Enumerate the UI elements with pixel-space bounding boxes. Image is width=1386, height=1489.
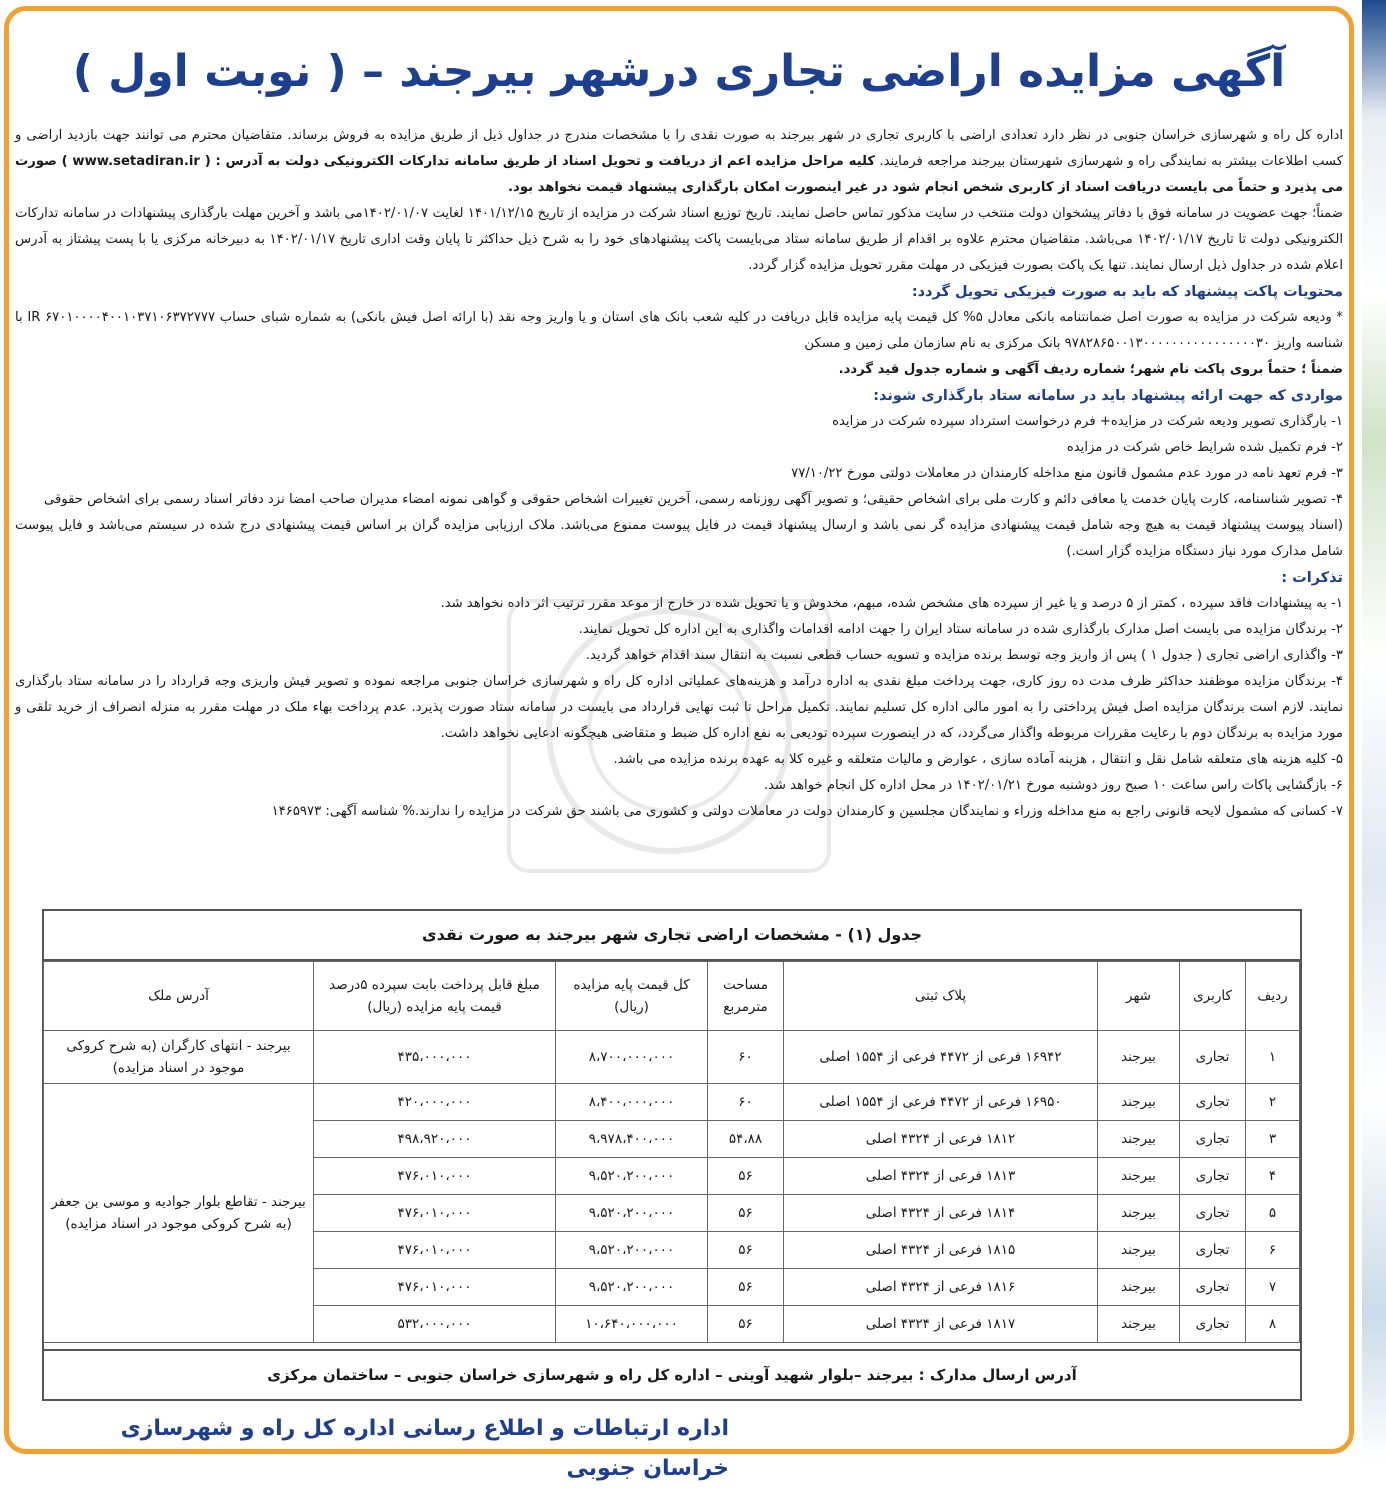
land-table: [43, 961, 1300, 1343]
deposit-text: * ودیعه شرکت در مزایده به صورت اصل ضمانتنامه بانکی معادل ۵% کل قیمت پایه مزایده قابل دریافت در کلیه شعب بانک های استان و یا واریز وجه نقد (با ارائه اصل فیش بانکی) به شماره شبای حساب IR ۶۷۰۱۰۰۰۰۴۰۰۱۰۳۷۱۰۶۳۷۲۷۷۷ با شناسه واریز ۹۷۸۲۸۶۵۰۰۱۳۰۰۰۰۰۰۰۰۰۰۰۰۰۰۰۰۳۰ بانک مرکزی به نام سازمان ملی زمین و مسکن: [15, 310, 1343, 351]
cell-price: ۹،۵۲۰،۲۰۰،۰۰۰: [556, 1232, 708, 1269]
cell-use: تجاری: [1180, 1121, 1246, 1158]
cell-area: ۵۶: [708, 1195, 784, 1232]
cell-row-no: ۲: [1246, 1084, 1300, 1121]
cell-address: بیرجند - تقاطع بلوار جوادیه و موسی بن جعفر (به شرح کروکی موجود در اسناد مزایده): [44, 1084, 314, 1343]
cell-deposit: ۴۹۸،۹۲۰،۰۰۰: [314, 1121, 556, 1158]
col-header-row-no: ردیف: [1246, 962, 1300, 1031]
note-item: ۲- برندگان مزایده می بایست اصل مدارک بارگذاری شده در سامانه ستاد ایران را جهت ادامه اقدامات واگذاری به این اداره کل تحویل نمایند.: [578, 622, 1343, 637]
col-header-city: شهر: [1098, 962, 1180, 1031]
cell-price: ۱۰،۶۴۰،۰۰۰،۰۰۰: [556, 1306, 708, 1343]
note-item: ۱- به پیشنهادات فاقد سپرده ، کمتر از ۵ درصد و یا غیر از سپرده های مشخص شده، مبهم، مخدوش و یا تحویل شده در خارج از موعد مقرر ترتیب اثر داده نخواهد شد.: [440, 596, 1343, 611]
cell-city: بیرجند: [1098, 1232, 1180, 1269]
cell-use: تجاری: [1180, 1158, 1246, 1195]
cell-plate: ۱۸۱۵ فرعی از ۴۳۲۴ اصلی: [784, 1232, 1098, 1269]
side-strip: [1362, 0, 1386, 1461]
cell-use: تجاری: [1180, 1195, 1246, 1232]
cell-row-no: ۴: [1246, 1158, 1300, 1195]
cell-city: بیرجند: [1098, 1158, 1180, 1195]
cell-city: بیرجند: [1098, 1031, 1180, 1084]
cell-row-no: ۵: [1246, 1195, 1300, 1232]
cell-plate: ۱۸۱۳ فرعی از ۴۳۲۴ اصلی: [784, 1158, 1098, 1195]
cell-use: تجاری: [1180, 1269, 1246, 1306]
cell-price: ۹،۵۲۰،۲۰۰،۰۰۰: [556, 1195, 708, 1232]
cell-price: ۹،۵۲۰،۲۰۰،۰۰۰: [556, 1269, 708, 1306]
cell-row-no: ۸: [1246, 1306, 1300, 1343]
note-item: ۷- کسانی که مشمول لایحه قانونی راجع به منع مداخله وزراء و نمایندگان مجلسین و کارمندان دولت در معاملات دولتی و کشوری می باشند حق شرکت در مزایده را ندارند.% شناسه آگهی: ۱۴۶۵۹۷۳: [271, 804, 1343, 819]
cell-row-no: ۱: [1246, 1031, 1300, 1084]
cell-price: ۹،۵۲۰،۲۰۰،۰۰۰: [556, 1158, 708, 1195]
notice-body: [15, 123, 1343, 825]
upload-item: (اسناد پیوست پیشنهاد قیمت به هیچ وجه شامل قیمت پیشنهادی مزایده گر نمی باشد و ارسال پیشنهاد قیمت در فایل پیوست ممنوع می‌باشد. ملاک ارزیابی مزایده گران بر اساس قیمت پیشنهادی درج شده در سیستم می‌باشد و فایل پیوست شامل مدارک مورد نیاز دستگاه مزایده گزار است.): [15, 518, 1343, 559]
cell-price: ۹،۹۷۸،۴۰۰،۰۰۰: [556, 1121, 708, 1158]
cell-deposit: ۵۳۲،۰۰۰،۰۰۰: [314, 1306, 556, 1343]
cell-deposit: ۴۳۵،۰۰۰،۰۰۰: [314, 1031, 556, 1084]
cell-use: تجاری: [1180, 1084, 1246, 1121]
section-heading-envelope: محتویات پاکت پیشنهاد که باید به صورت فیزیکی تحویل گردد:: [911, 284, 1343, 300]
cell-deposit: ۴۲۰،۰۰۰،۰۰۰: [314, 1084, 556, 1121]
table-header-row: [44, 962, 1300, 1031]
cell-area: ۵۶: [708, 1158, 784, 1195]
cell-use: تجاری: [1180, 1031, 1246, 1084]
col-header-area: مساحت مترمربع: [708, 962, 784, 1031]
cell-city: بیرجند: [1098, 1195, 1180, 1232]
note-item: ۶- بازگشایی پاکات راس ساعت ۱۰ صبح روز دوشنبه مورخ ۱۴۰۲/۰۱/۲۱ در محل اداره کل انجام خواهد شد.: [763, 778, 1343, 793]
intro-text: اداره کل راه و شهرسازی خراسان جنوبی در نظر دارد تعدادی اراضی با کاربری تجاری در شهر بیرجند به صورت نقدی را با مشخصات مندرج در جداول ذیل از طریق مزایده به فروش برساند. متقاضیان محترم می توانند جهت بازدید اراضی و کسب اطلاعات بیشتر به نمایندگی راه و شهرسازی شهرستان بیرجند مراجعه فرمایند.: [15, 128, 1343, 169]
cell-plate: ۱۸۱۴ فرعی از ۴۳۲۴ اصلی: [784, 1195, 1098, 1232]
intro-paragraph-1: [15, 123, 1343, 201]
table-row: [44, 1031, 1300, 1084]
cell-deposit: ۴۷۶،۰۱۰،۰۰۰: [314, 1195, 556, 1232]
upload-item: ۴- تصویر شناسنامه، کارت پایان خدمت یا معافی دائم و کارت ملی برای اشخاص حقیقی؛ و تصویر آگهی روزنامه رسمی، آخرین تغییرات اشخاص حقوقی و گواهی نمونه امضاء مدیران صاحب امضا نزد دفاتر اسناد رسمی برای اشخاص حقوقی: [43, 492, 1343, 507]
cell-plate: ۱۸۱۶ فرعی از ۴۳۲۴ اصلی: [784, 1269, 1098, 1306]
table-row: [44, 1084, 1300, 1121]
footer-department: اداره ارتباطات و اطلاع رسانی اداره کل راه و شهرسازی خراسان جنوبی: [120, 1416, 729, 1481]
cell-area: ۶۰: [708, 1084, 784, 1121]
cell-deposit: ۴۷۶،۰۱۰،۰۰۰: [314, 1269, 556, 1306]
cell-city: بیرجند: [1098, 1084, 1180, 1121]
col-header-plate: پلاک ثبتی: [784, 962, 1098, 1031]
cell-row-no: ۶: [1246, 1232, 1300, 1269]
col-header-address: آدرس ملک: [44, 962, 314, 1031]
cell-plate: ۱۸۱۷ فرعی از ۴۳۲۴ اصلی: [784, 1306, 1098, 1343]
cell-price: ۸،۷۰۰،۰۰۰،۰۰۰: [556, 1031, 708, 1084]
upload-item: ۲- فرم تکمیل شده شرایط خاص شرکت در مزایده: [1066, 440, 1343, 455]
cell-row-no: ۷: [1246, 1269, 1300, 1306]
section-heading-upload: مواردی که جهت ارائه پیشنهاد باید در سامانه ستاد بارگذاری شوند:: [873, 388, 1343, 404]
page-title: آگهی مزایده اراضی تجاری درشهر بیرجند – ( نوبت اول ): [72, 46, 1286, 97]
cell-use: تجاری: [1180, 1232, 1246, 1269]
cell-plate: ۱۶۹۴۲ فرعی از ۴۴۷۲ فرعی از ۱۵۵۴ اصلی: [784, 1031, 1098, 1084]
cell-plate: ۱۶۹۵۰ فرعی از ۴۴۷۲ فرعی از ۱۵۵۴ اصلی: [784, 1084, 1098, 1121]
cell-city: بیرجند: [1098, 1121, 1180, 1158]
col-header-deposit: مبلغ قابل پرداخت بابت سپرده ۵درصد قیمت پایه مزایده (ریال): [314, 962, 556, 1031]
cell-deposit: ۴۷۶،۰۱۰،۰۰۰: [314, 1158, 556, 1195]
cell-use: تجاری: [1180, 1306, 1246, 1343]
cell-price: ۸،۴۰۰،۰۰۰،۰۰۰: [556, 1084, 708, 1121]
cell-plate: ۱۸۱۲ فرعی از ۴۳۲۴ اصلی: [784, 1121, 1098, 1158]
note-item: ۴- برندگان مزایده موظفند حداکثر ظرف مدت ده روز کاری، جهت پرداخت مبلغ نقدی به اداره درآمد و هزینه‌های عملیاتی اداره کل راه و شهرسازی خراسان جنوبی مراجعه نموده و تصویر فیش واریزی وجه قرارداد را در سامانه ستاد بارگذاری نمایند. لازم است برندگان مزایده اصل فیش پرداختی را به امور مالی اداره کل تسلیم نمایند. تکمیل مراحل تا ثبت نهایی قرارداد می بایست در سامانه ستاد صورت پذیرد. عدم پرداخت بهاء ملک در مهلت مقرر به منزله انصراف از خرید تلقی و مورد مزایده به برندگان دوم با رعایت مقررات مربوطه واگذار می‌گردد، که در اینصورت سپرده تودیعی به نفع اداره کل ضبط و متقاضی هیچگونه ادعایی نخواهد داشت.: [15, 674, 1343, 741]
upload-item: ۳- فرم تعهد نامه در مورد عدم مشمول قانون منع مداخله کارمندان در معاملات دولتی مورخ ۷۷/۱۰/۲۲: [791, 466, 1343, 481]
envelope-note: ضمناً ؛ حتماً بروی پاکت نام شهر؛ شماره ردیف آگهی و شماره جدول قید گردد.: [838, 362, 1343, 377]
cell-row-no: ۳: [1246, 1121, 1300, 1158]
cell-deposit: ۴۷۶،۰۱۰،۰۰۰: [314, 1232, 556, 1269]
table-caption: جدول (۱) - مشخصات اراضی تجاری شهر بیرجند به صورت نقدی: [44, 911, 1300, 961]
intro-bold-text: کلیه مراحل مزایده اعم از دریافت و تحویل اسناد از طریق سامانه تدارکات الکترونیکی دولت به آدرس : ( www.setadiran.ir ) صورت می پذیرد و حتماً می بایست دریافت اسناد از کاربری شخص انجام شود در غیر اینصورت امکان بارگذاری پیشنهاد قیمت نخواهد بود.: [15, 154, 1343, 195]
cell-area: ۵۶: [708, 1269, 784, 1306]
cell-area: ۶۰: [708, 1031, 784, 1084]
table-footer-address: آدرس ارسال مدارک : بیرجند –بلوار شهید آوینی – اداره کل راه و شهرسازی خراسان جنوبی – ساختمان مرکزی: [44, 1349, 1300, 1399]
upload-item: ۱- بارگذاری تصویر ودیعه شرکت در مزایده+ فرم درخواست استرداد سپرده شرکت در مزایده: [832, 414, 1343, 429]
cell-address: بیرجند - انتهای کارگران (به شرح کروکی موجود در اسناد مزایده): [44, 1031, 314, 1084]
note-item: ۳- واگذاری اراضی تجاری ( جدول ۱ ) پس از واریز وجه توسط برنده مزایده و تسویه حساب قطعی نسبت به انتقال سند اقدام خواهد گردید.: [585, 648, 1343, 663]
intro-paragraph-2: ضمناً؛ جهت عضویت در سامانه فوق با دفاتر پیشخوان دولت منتخب در سایت مذکور تماس حاصل نمایند. تاریخ توزیع اسناد شرکت در مزایده از تاریخ ۱۴۰۱/۱۲/۱۵ لغایت ۱۴۰۲/۰۱/۰۷می باشد و آخرین مهلت بارگذاری پیشنهادات در سامانه تدارکات الکترونیکی دولت تا تاریخ ۱۴۰۲/۰۱/۱۷ می‌باشد. متقاضیان محترم علاوه بر اقدام از طریق سامانه ستاد می‌بایست پاکت پیشنهادهای خود را به شرح ذیل حداکثر تا پایان وقت اداری تاریخ ۱۴۰۲/۰۱/۱۷ به دبیرخانه مرکزی یا با پست پیشتاز به آدرس اعلام شده در جداول ذیل ارسال نمایند. تنها یک پاکت بصورت فیزیکی در مهلت مقرر تحویل مزایده گزار گردد.: [15, 206, 1344, 273]
cell-area: ۵۶: [708, 1306, 784, 1343]
notice-frame: [4, 6, 1354, 1481]
cell-area: ۵۴،۸۸: [708, 1121, 784, 1158]
section-heading-notes: تذکرات :: [1281, 570, 1343, 586]
land-table-box: [42, 909, 1302, 1401]
cell-city: بیرجند: [1098, 1269, 1180, 1306]
note-item: ۵- کلیه هزینه های متعلقه شامل نقل و انتقال ، هزینه آماده سازی ، عوارض و مالیات متعلقه و غیره کلا به عهده برنده مزایده می باشد.: [613, 752, 1343, 767]
cell-city: بیرجند: [1098, 1306, 1180, 1343]
col-header-price: کل قیمت پایه مزایده (ریال): [556, 962, 708, 1031]
col-header-use: کاربری: [1180, 962, 1246, 1031]
cell-area: ۵۶: [708, 1232, 784, 1269]
